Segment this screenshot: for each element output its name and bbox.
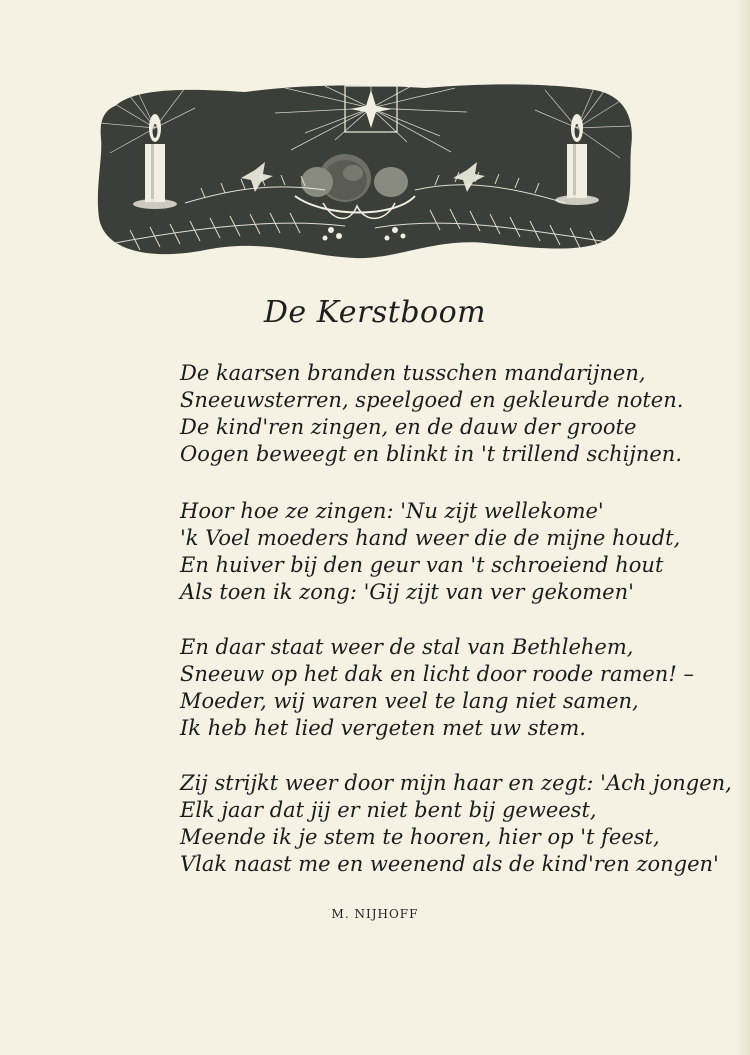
poem-title: De Kerstboom xyxy=(263,295,487,330)
poem-line: Sneeuw op het dak en licht door roode ramen! – xyxy=(180,662,694,686)
poem-line: Elk jaar dat jij er niet bent bij geweest, xyxy=(180,798,597,822)
poem-line: Als toen ik zong: 'Gij zijt van ver gekomen' xyxy=(180,580,634,604)
poem-author: M. NIJHOFF xyxy=(331,907,419,921)
page-edge xyxy=(736,0,750,1055)
poem-line: De kaarsen branden tusschen mandarijnen, xyxy=(180,361,646,385)
poem-line: En daar staat weer de stal van Bethlehem, xyxy=(180,635,634,659)
poem-line: Hoor hoe ze zingen: 'Nu zijt wellekome' xyxy=(180,499,604,523)
poem-line: Oogen beweegt en blinkt in 't trillend schijnen. xyxy=(180,442,683,466)
poem-line: Vlak naast me en weenend als de kind'ren zongen' xyxy=(180,852,719,876)
poem-line: Meende ik je stem te hooren, hier op 't feest, xyxy=(180,825,660,849)
poem-line: Zij strijkt weer door mijn haar en zegt: 'Ach jongen, xyxy=(180,771,732,795)
stanza-3 xyxy=(180,634,694,742)
stanza-4 xyxy=(180,770,732,878)
stanza-2 xyxy=(180,498,681,606)
poem-line: De kind'ren zingen, en de dauw der groote xyxy=(180,415,637,439)
stanza-1 xyxy=(180,360,684,468)
christmas-vignette xyxy=(95,78,635,268)
poem-line: Ik heb het lied vergeten met uw stem. xyxy=(180,716,586,740)
poem-line: Sneeuwsterren, speelgoed en gekleurde noten. xyxy=(180,388,684,412)
poem-line: Moeder, wij waren veel te lang niet samen, xyxy=(180,689,639,713)
poem-line: 'k Voel moeders hand weer die de mijne houdt, xyxy=(180,526,681,550)
poem-line: En huiver bij den geur van 't schroeiend hout xyxy=(180,553,664,577)
